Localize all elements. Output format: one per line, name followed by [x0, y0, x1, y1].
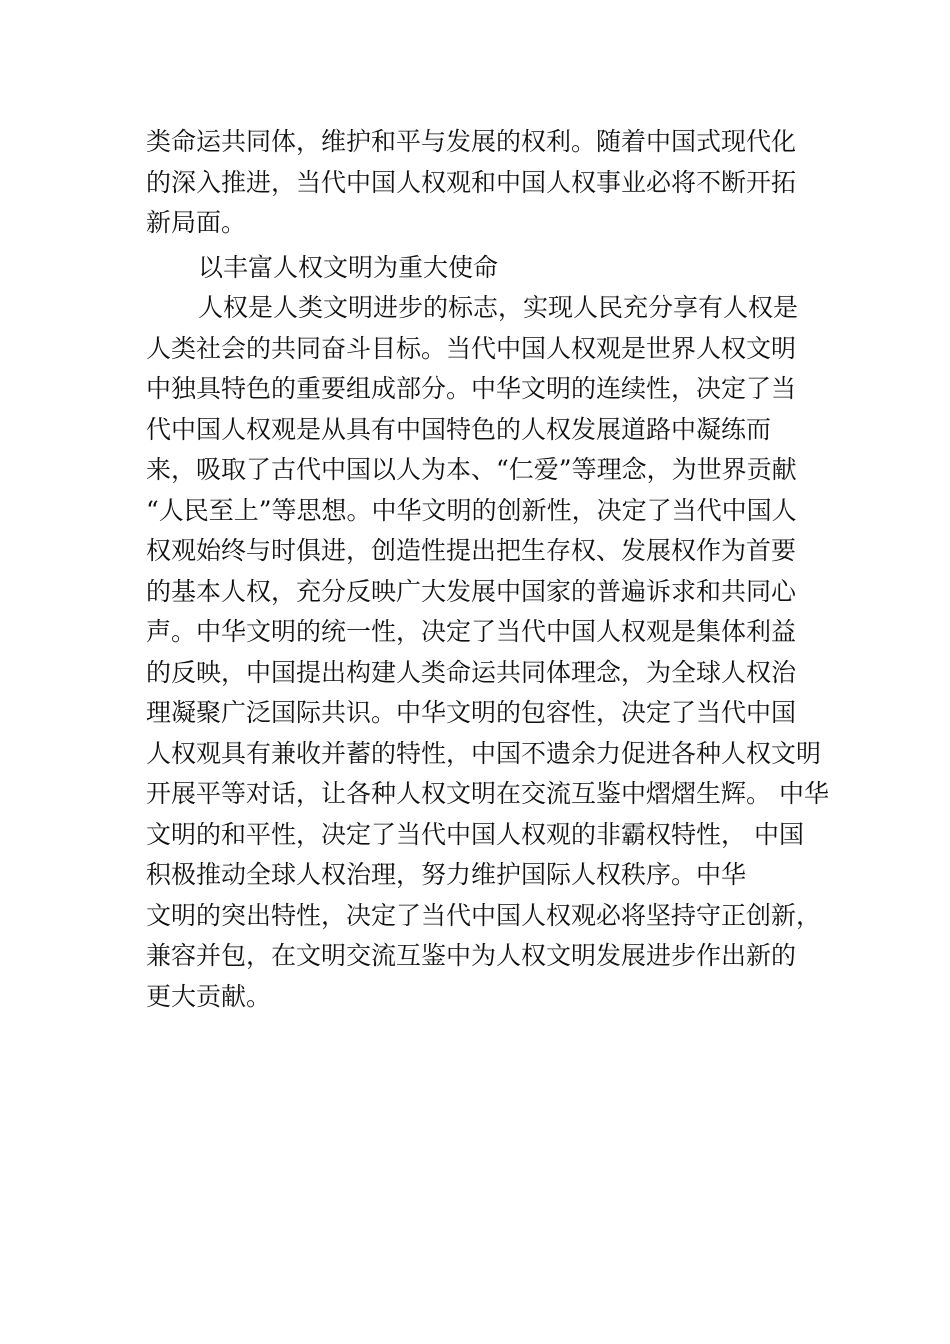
body-line: 代中国人权观是从具有中国特色的人权发展道路中凝练而 — [146, 414, 772, 444]
article-text — [146, 122, 836, 1017]
body-line: “人民至上”等思想。中华文明的创新性，决定了当代中国人 — [146, 495, 797, 525]
body-line: 文明的突出特性，决定了当代中国人权观必将坚持守正创新， — [146, 900, 822, 930]
intro-line: 新局面。 — [146, 208, 247, 237]
section-title: 以丰富人权文明为重大使命 — [198, 252, 499, 282]
intro-line: 类命运共同体，维护和平与发展的权利。随着中国式现代化 — [146, 127, 797, 156]
body-line: 人类社会的共同奋斗目标。当代中国人权观是世界人权文明 — [146, 333, 797, 363]
body-line: 声。中华文明的统一性，决定了当代中国人权观是集体利益 — [146, 617, 797, 646]
body-line: 人权是人类文明进步的标志，实现人民充分享有人权是 — [198, 293, 799, 322]
body-line: 人权观具有兼收并蓄的特性，中国不遗余力促进各种人权文明 — [146, 738, 822, 768]
body-line: 的基本人权，充分反映广大发展中国家的普遍诉求和共同心 — [146, 576, 797, 606]
body-line: 权观始终与时俱进，创造性提出把生存权、发展权作为首要 — [146, 536, 797, 565]
body-line: 的反映，中国提出构建人类命运共同体理念，为全球人权治 — [146, 657, 797, 687]
intro-line: 的深入推进，当代中国人权观和中国人权事业必将不断开拓 — [146, 167, 797, 197]
body-line: 文明的和平性，决定了当代中国人权观的非霸权特性， 中国 — [146, 819, 804, 849]
body-line: 理凝聚广泛国际共识。中华文明的包容性，决定了当代中国 — [146, 698, 797, 727]
body-line: 积极推动全球人权治理，努力维护国际人权秩序。中华 — [146, 860, 747, 889]
body-line: 更大贡献。 — [146, 981, 272, 1011]
body-line: 中独具特色的重要组成部分。中华文明的连续性，决定了当 — [146, 374, 797, 403]
body-line: 兼容并包，在文明交流互鉴中为人权文明发展进步作出新的 — [146, 941, 797, 970]
body-line: 开展平等对话，让各种人权文明在交流互鉴中熠熠生辉。 中华 — [146, 779, 829, 808]
body-line: 来，吸取了古代中国以人为本、“仁爱”等理念，为世界贡献 — [146, 455, 797, 484]
